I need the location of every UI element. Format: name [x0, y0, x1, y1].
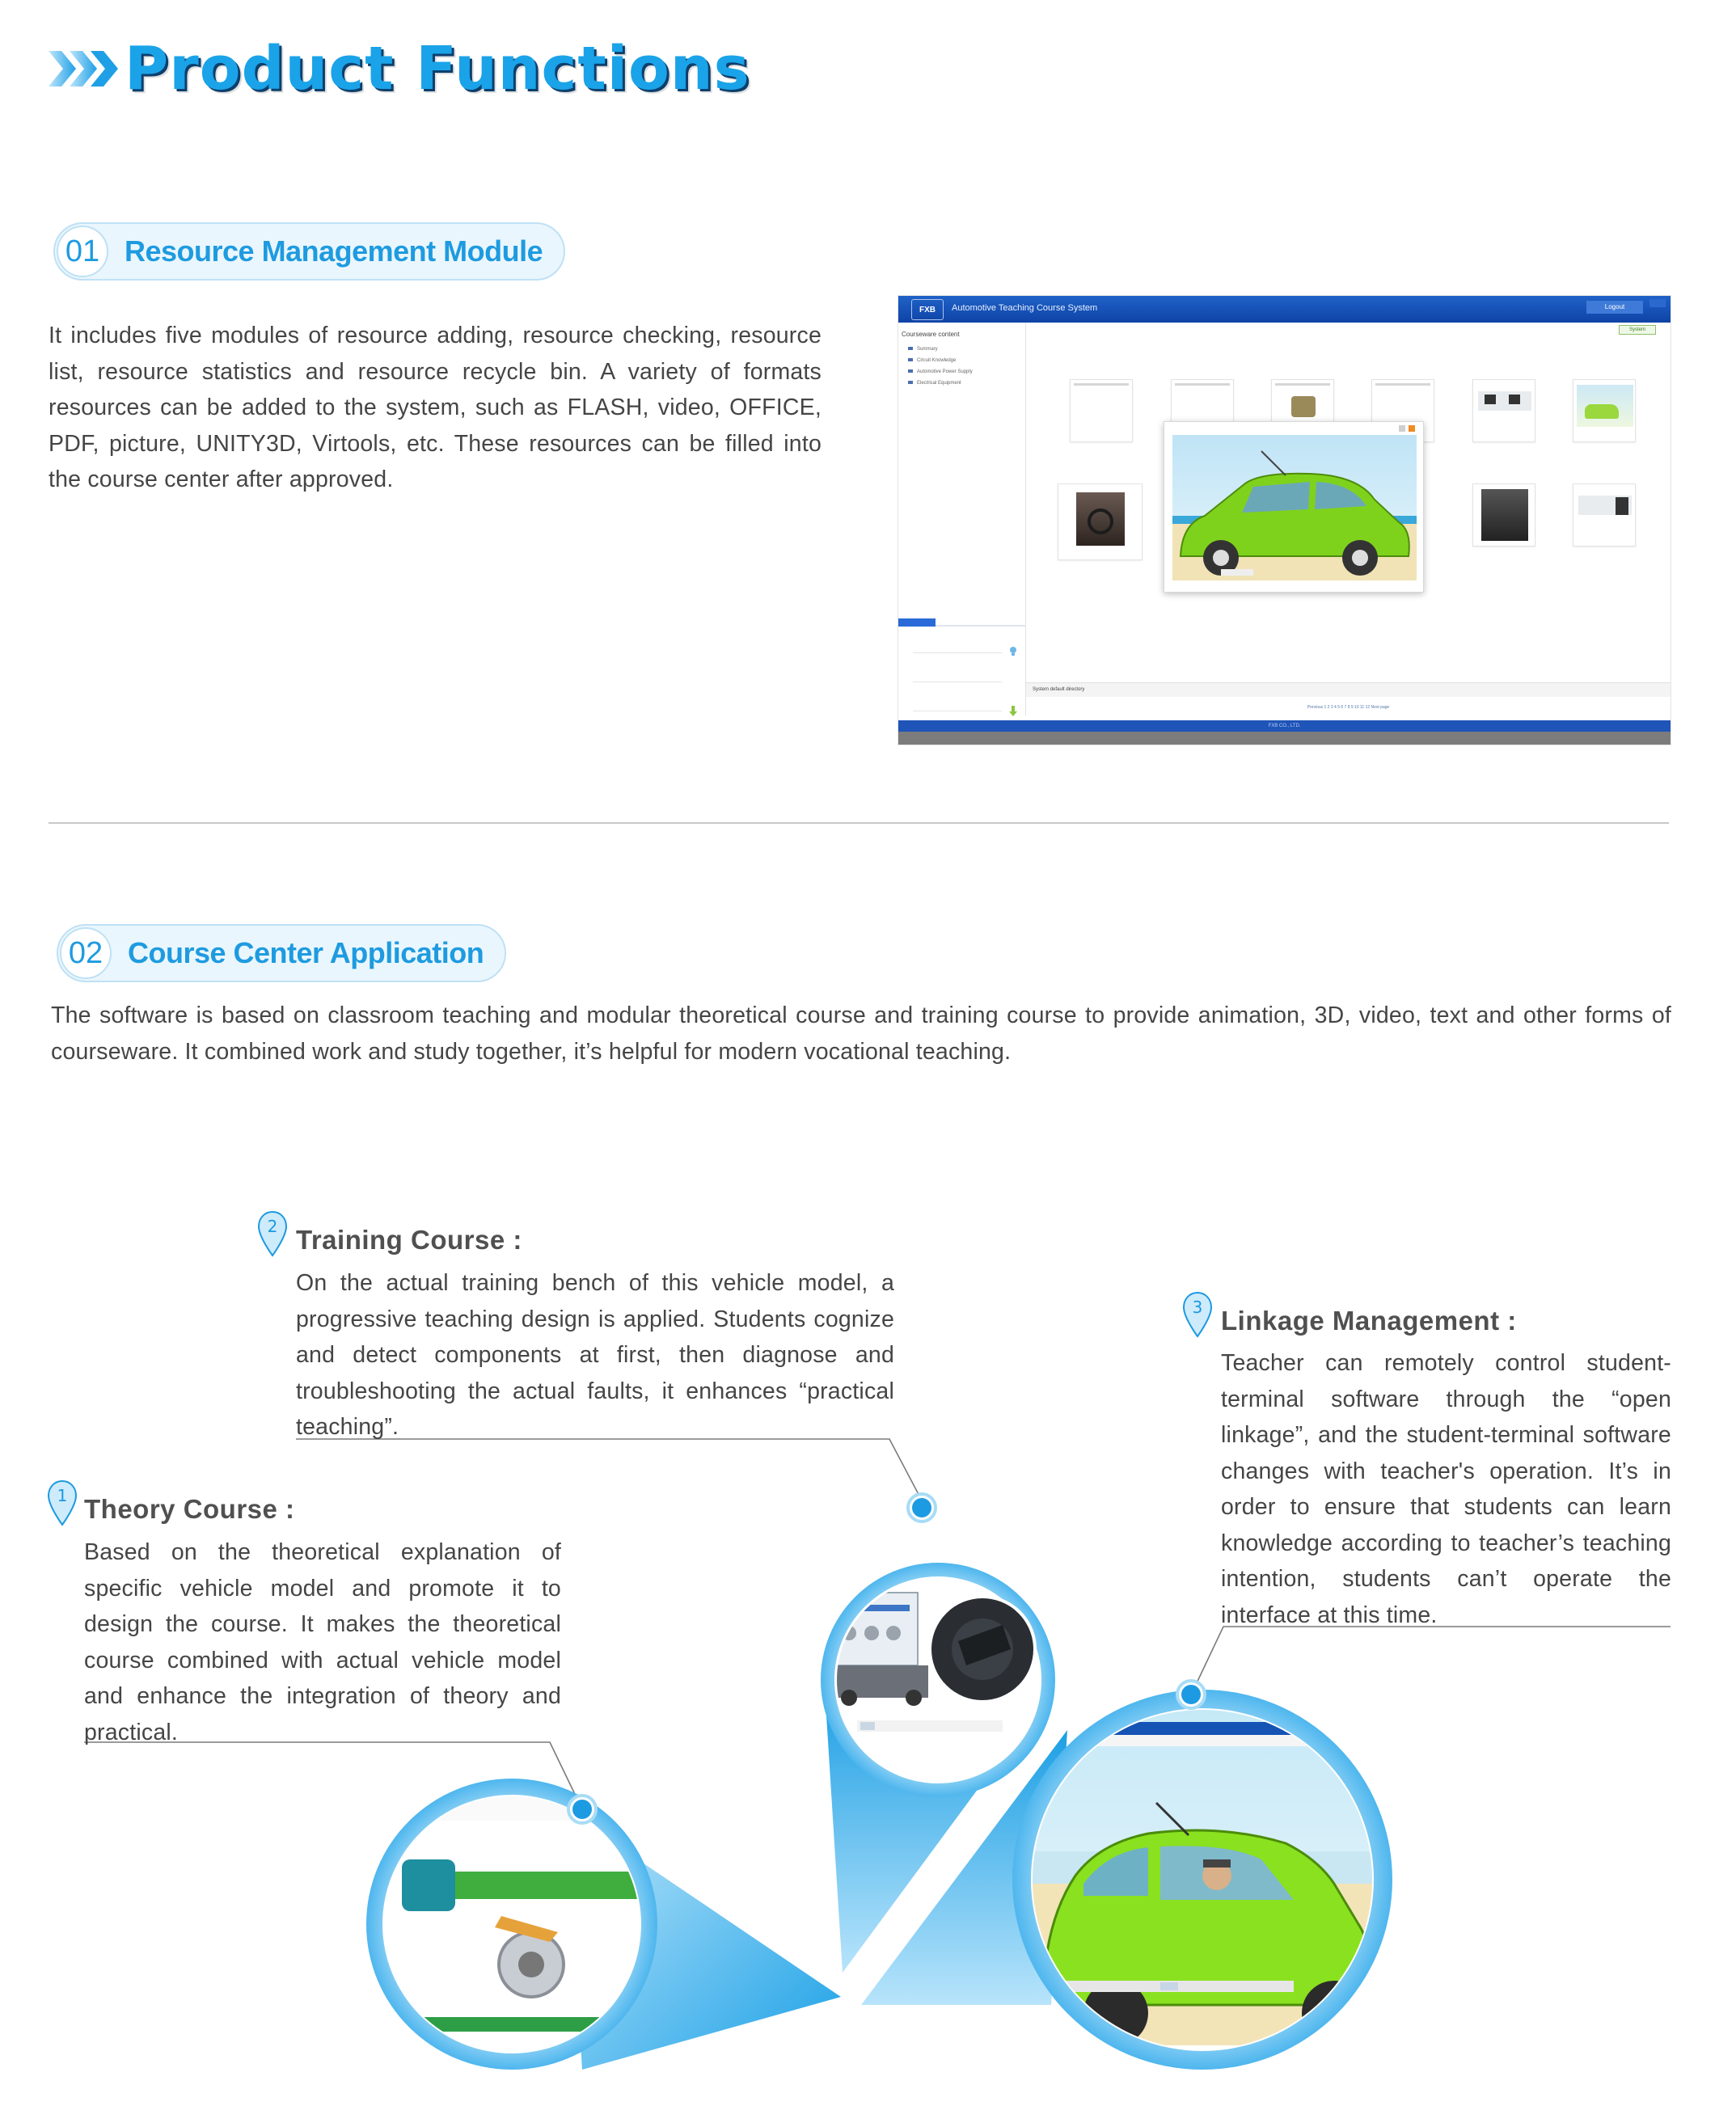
- pin-1-icon: [47, 1479, 78, 1526]
- courseware-sidebar: [898, 323, 1026, 715]
- software-screenshot: [898, 295, 1671, 745]
- course-card[interactable]: [1472, 379, 1535, 442]
- course-card[interactable]: [1070, 379, 1133, 442]
- training-cone: [825, 1690, 1051, 1973]
- svg-text:1: 1: [57, 1486, 68, 1505]
- course-card[interactable]: [1271, 379, 1334, 426]
- section-number: 02: [60, 927, 112, 979]
- svg-text:2: 2: [267, 1217, 278, 1236]
- video-preview-popup[interactable]: [1164, 421, 1424, 593]
- course-card[interactable]: [1573, 379, 1636, 442]
- theory-course-text: Based on the theoretical explanation of specific vehicle model and promote it to design the course. It makes the theoretical course combined with actual vehicle model and enhance the integration of theory and practical.: [84, 1539, 561, 1745]
- linkage-management-body: [1221, 1345, 1671, 1633]
- course-card[interactable]: [1058, 483, 1143, 560]
- section-number: 01: [57, 226, 108, 277]
- section-01-text: It includes five modules of resource adding, resource checking, resource list, resource statistics and resource recycle bin. A variety of formats resources can be added to the system, such as FLASH, video, OFFICE, PDF, picture, UNITY3D, Virtools, etc. These resources can be filled into the course center after approved.: [49, 323, 822, 492]
- app-footer: FXB CO., LTD.: [898, 720, 1671, 732]
- theory-course-title: Theory Course :: [84, 1494, 295, 1524]
- sidebar-tab-bar[interactable]: [898, 618, 1026, 627]
- course-card[interactable]: [1472, 483, 1535, 547]
- course-card[interactable]: [1573, 483, 1636, 547]
- company-logo: FXB: [911, 299, 944, 320]
- section-02-header: [57, 924, 506, 982]
- sidebar-item-electrical[interactable]: Electrical Equipment: [908, 381, 961, 386]
- section-01-body: [49, 318, 822, 498]
- pagination[interactable]: Previous 1 2 3 4 5 6 7 8 9 10 11 12 Next page: [1307, 705, 1390, 710]
- linkage-management-title: Linkage Management :: [1221, 1306, 1517, 1336]
- app-header-bar: [898, 296, 1671, 323]
- app-title: Automotive Teaching Course System: [952, 303, 1098, 313]
- sidebar-item-summary[interactable]: Summary: [908, 347, 938, 352]
- page-title-text: Product Functions: [125, 34, 750, 103]
- status-bar: System default directory: [1026, 682, 1671, 697]
- section-01-header: [53, 222, 565, 281]
- green-car-illustration: [1172, 435, 1417, 580]
- section-heading: Course Center Application: [128, 936, 484, 969]
- section-heading: Resource Management Module: [125, 234, 543, 268]
- section-02-text: The software is based on classroom teaching and modular theoretical course and training course to provide animation, 3D, video, text and other forms of courseware. It combined work and study together, it’s helpful for modern vocational teaching.: [51, 1002, 1671, 1065]
- sidebar-item-circuit[interactable]: Circuit Knowledge: [908, 358, 956, 363]
- theory-course-body: [84, 1534, 561, 1750]
- linkage-cone: [861, 1730, 1067, 2005]
- pin-3-icon: [1182, 1291, 1213, 1338]
- double-chevron-icon: [47, 44, 120, 93]
- light-bulb-icon[interactable]: [1008, 646, 1018, 657]
- svg-text:3: 3: [1192, 1298, 1203, 1317]
- window-controls[interactable]: [1649, 299, 1666, 307]
- training-course-title: Training Course :: [296, 1225, 522, 1255]
- training-course-body: [296, 1265, 894, 1446]
- pin-2-icon: [257, 1210, 288, 1257]
- training-course-text: On the actual training bench of this vehicle model, a progressive teaching design is applied. Students cognize and detect components at first, then diagnose and troubleshooting the actual faults, it enhances “practical teaching”.: [296, 1270, 894, 1440]
- theory-cone: [566, 1811, 841, 2070]
- system-button[interactable]: System: [1619, 325, 1656, 335]
- linkage-management-text: Teacher can remotely control student-terminal software through the “open linkage”, and the student-terminal software changes with teacher's operation. It’s in order to ensure that students can learn knowledge according to teacher’s teaching intention, students can’t operate the interface at this time.: [1221, 1350, 1671, 1628]
- section-02-body: [51, 998, 1671, 1070]
- sidebar-title: Courseware content: [902, 331, 960, 338]
- sidebar-item-power[interactable]: Automotive Power Supply: [908, 369, 973, 374]
- app-footer-band: [898, 732, 1671, 745]
- download-arrow-icon[interactable]: [1008, 706, 1018, 717]
- page-title: [47, 32, 750, 105]
- logout-button[interactable]: Logout: [1586, 301, 1643, 314]
- section-divider: [49, 822, 1669, 824]
